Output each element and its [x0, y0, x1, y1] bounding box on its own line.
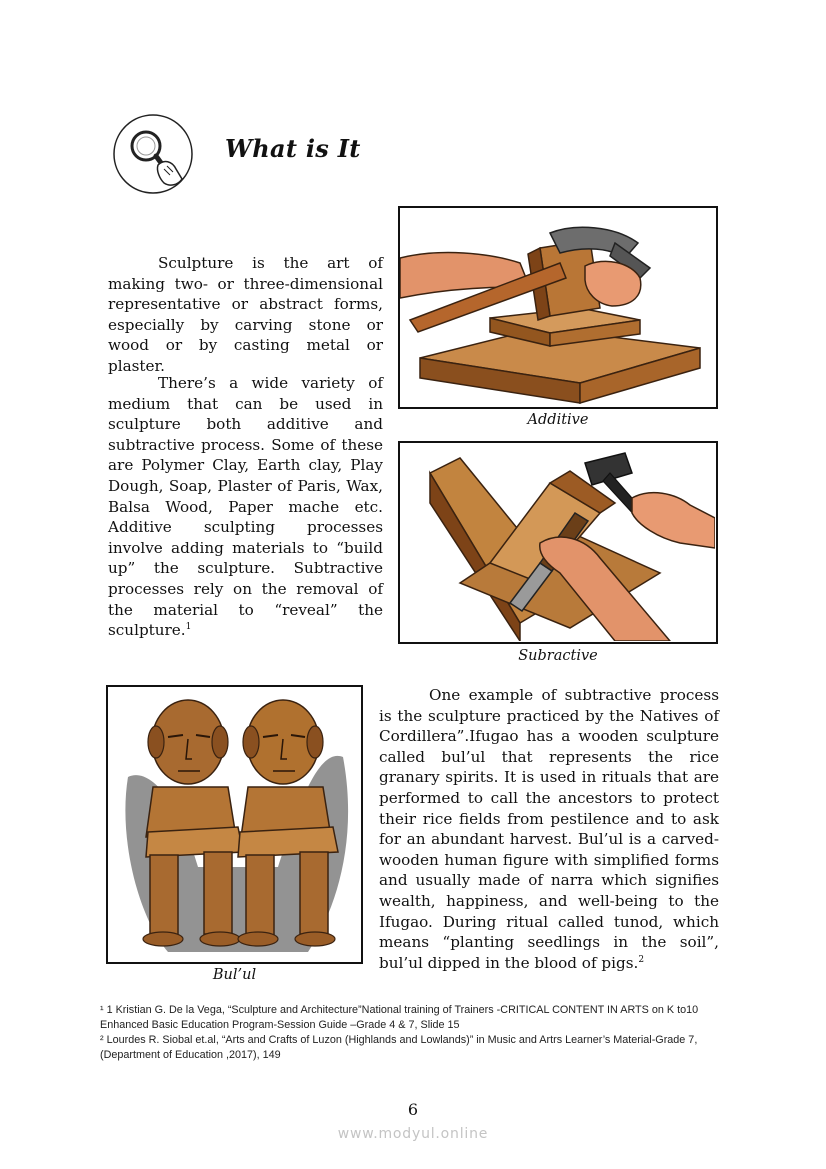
additive-caption: Additive [527, 412, 589, 428]
footnotes [100, 1003, 730, 1063]
medium-paragraph-text: There’s a wide variety of medium that can be used in sculpture both additive and subtractive process. Some of these are Polymer Clay, Earth clay, Play Dough, Soap, Plaster of Paris, Wax, Balsa Wood, Paper mache etc. Additive sculpting processes involve adding materials to “build up” the sculpture. Subtractive processes rely on the removal of the material to “reveal” the sculpture. [108, 374, 383, 640]
medium-paragraph [108, 373, 383, 641]
bulul-paragraph-text: One example of subtractive process is the sculpture practiced by the Natives of Cordillera”.Ifugao has a wooden sculpture called bul’ul that represents the rice granary spirits. It is used in rituals that are performed to call the ancestors to protect their rice fields from pestilence and to ask for an abundant harvest. Bul’ul is a carved-wooden human figure with simplified forms and usually made of narra which signifies wealth, happiness, and well-being to the Ifugao. During ritual called tunod, which means “planting seedlings in the soil”, bul’ul dipped in the blood of pigs. [379, 686, 719, 972]
footnote-ref-2[interactable]: 2 [638, 954, 645, 965]
section-title: What is It [225, 134, 361, 163]
additive-illustration [398, 206, 718, 409]
intro-paragraph [108, 253, 383, 377]
footnote-1: ¹ 1 Kristian G. De la Vega, “Sculpture and Architecture”National training of Trainers -CRITICAL CONTENT IN ARTS on K to10 Enhanced Basic Education Program-Session Guide –Grade 4 & 7, Slide 15 [100, 1004, 699, 1031]
intro-paragraph-text: Sculpture is the art of making two- or three-dimensional representative or abstract forms, especially by carving stone or wood or by casting metal or plaster. [108, 254, 383, 375]
watermark: www.modyul.online [337, 1126, 489, 1142]
bulul-caption: Bul’ul [212, 967, 257, 983]
footnote-2: ² Lourdes R. Siobal et.al, “Arts and Crafts of Luzon (Highlands and Lowlands)” in Music and Artrs Learner’s Material-Grade 7, (Department of Education ,2017), 149 [100, 1034, 698, 1061]
page-number: 6 [407, 1100, 419, 1119]
bulul-illustration [106, 685, 363, 964]
magnifying-glass-hand-icon [112, 113, 194, 195]
subtractive-caption: Subractive [518, 648, 598, 664]
subtractive-illustration [398, 441, 718, 644]
bulul-paragraph [379, 685, 719, 973]
footnote-ref-1[interactable]: 1 [185, 622, 192, 633]
